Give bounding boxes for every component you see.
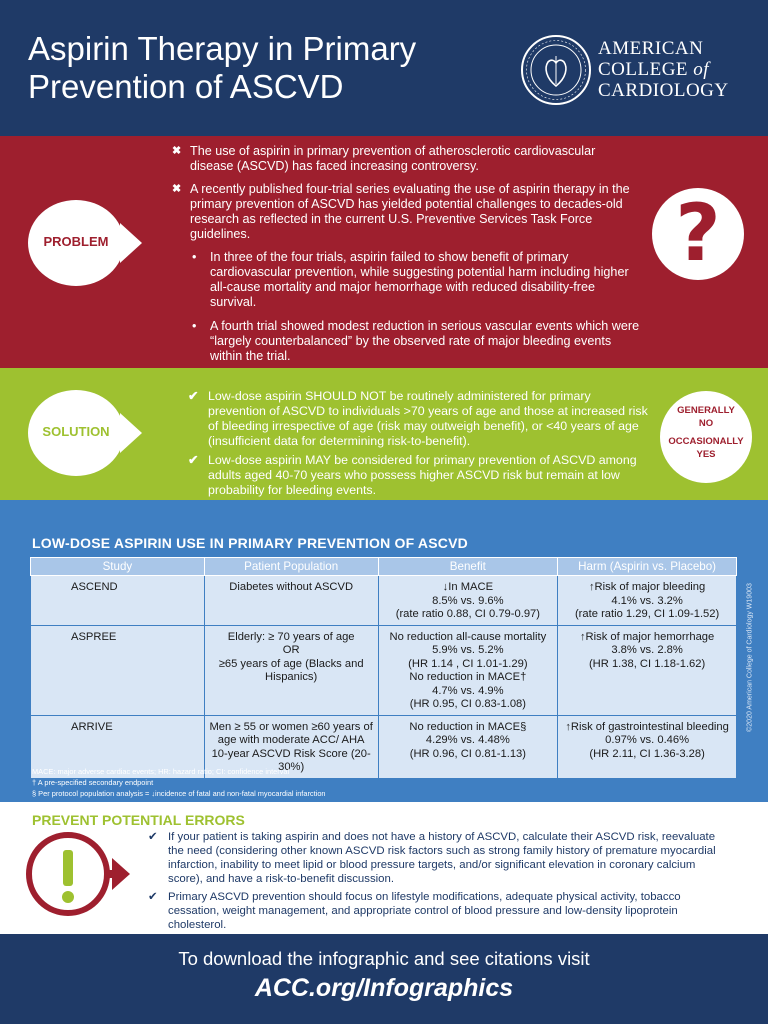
bullet-dot-icon: • [192, 250, 197, 264]
benefit-cell: ↓In MACE 8.5% vs. 9.6% (rate ratio 0.88, CI 0.79-0.97) [378, 576, 558, 626]
badge-no: NO [698, 418, 714, 429]
solution-bullet-1-text: Low-dose aspirin SHOULD NOT be routinely administered for primary prevention of ASCVD to individuals >70 years of age and those at increased risk of bleeding irrespective of age (risk may outweigh benefit), or <40 years of age (insufficient data for determining risk-to-benefit). [208, 389, 648, 448]
footnote-2: † A pre-specified secondary endpoint [32, 777, 154, 787]
harm-cell: ↑Risk of major bleeding 4.1% vs. 3.2% (rate ratio 1.29, CI 1.09-1.52) [558, 576, 737, 626]
prevent-bullets [148, 830, 728, 936]
question-circle [652, 188, 744, 280]
problem-bullet-1-text: The use of aspirin in primary prevention of atherosclerotic cardiovascular disease (ASCVD) has faced increasing controversy. [190, 144, 596, 173]
logo-line-1: AMERICAN [598, 38, 704, 59]
study-cell: ARRIVE [31, 715, 205, 778]
warning-arrow-icon [112, 858, 130, 890]
copyright-vertical [742, 572, 758, 752]
check-mark-icon: ✔ [148, 831, 158, 843]
problem-sub-bullet-2 [172, 319, 642, 364]
title-line-1: Aspirin Therapy in Primary [28, 30, 417, 67]
page-title [28, 30, 498, 106]
table-row [31, 576, 737, 626]
header-benefit: Benefit [378, 558, 558, 576]
table-title: LOW-DOSE ASPIRIN USE IN PRIMARY PREVENTION OF ASCVD [32, 535, 468, 551]
study-cell: ASCEND [31, 576, 205, 626]
problem-arrow-icon [120, 223, 142, 263]
prevent-bullet-2 [148, 890, 728, 932]
harm-cell: ↑Risk of gastrointestinal bleeding 0.97% vs. 0.46% (HR 2.11, CI 1.36-3.28) [558, 715, 737, 778]
solution-bullets [188, 389, 650, 502]
acc-logo [520, 30, 750, 110]
solution-arrow-icon [120, 413, 142, 453]
problem-sub-bullet-2-text: A fourth trial showed modest reduction in serious vascular events which were “largely counterbalanced” by the observed rate of major bleeding events within the trial. [210, 319, 640, 363]
prevent-bullet-2-text: Primary ASCVD prevention should focus on lifestyle modifications, adequate physical activity, tobacco cessation, weight management, and appropriate control of blood pressure and low-density lipoprotein cholesterol. [168, 891, 681, 931]
warning-exclamation-icon [26, 832, 110, 916]
prevent-bullet-1 [148, 830, 728, 886]
header-harm: Harm (Aspirin vs. Placebo) [558, 558, 737, 576]
exclamation-bar [63, 850, 73, 886]
exclamation-dot [62, 891, 74, 903]
badge-yes: YES [696, 449, 716, 460]
x-mark-icon: ✖ [172, 183, 182, 195]
logo-line-3: CARDIOLOGY [598, 80, 729, 101]
badge-occasionally: OCCASIONALLY [668, 436, 744, 447]
population-cell: Elderly: ≥ 70 years of age OR ≥65 years of age (Blacks and Hispanics) [204, 625, 378, 715]
problem-bullet-1 [172, 144, 642, 174]
table-header-row [31, 558, 737, 576]
table-row [31, 625, 737, 715]
copyright-text: ©2020 American College of Cardiology W19003 [746, 583, 754, 732]
problem-circle [28, 200, 124, 286]
bullet-dot-icon: • [192, 319, 197, 333]
check-mark-icon: ✔ [188, 453, 199, 467]
infographics-link[interactable]: ACC.org/Infographics [254, 974, 514, 1002]
benefit-cell: No reduction all-cause mortality 5.9% vs. 5.2% (HR 1.14 , CI 1.01-1.29) No reduction in MACE† 4.7% vs. 4.9% (HR 0.95, CI 0.83-1.08) [378, 625, 558, 715]
x-mark-icon: ✖ [172, 145, 182, 157]
footnote-1: MACE: major adverse cardiac events; HR: hazard ratio; CI: confidence interval [32, 767, 290, 776]
solution-bullet-1 [188, 389, 650, 449]
title-line-2: Prevention of ASCVD [28, 68, 344, 105]
question-mark-icon: ? [675, 189, 721, 279]
header-study: Study [31, 558, 205, 576]
problem-sub-bullet-1 [172, 250, 642, 310]
footer-text: To download the infographic and see citations visit [178, 948, 590, 969]
population-cell: Diabetes without ASCVD [204, 576, 378, 626]
prevent-title: PREVENT POTENTIAL ERRORS [32, 812, 245, 828]
header-population: Patient Population [204, 558, 378, 576]
footnote-3: § Per protocol population analysis = ↓incidence of fatal and non-fatal myocardial infarction [32, 788, 326, 798]
population-cell: Men ≥ 55 or women ≥60 years of age with moderate ACC/ AHA 10-year ASCVD Risk Score (20-30%) [204, 715, 378, 778]
badge-generally: GENERALLY [677, 405, 735, 416]
check-mark-icon: ✔ [148, 891, 158, 903]
problem-label: PROBLEM [43, 234, 109, 249]
trials-table [30, 557, 737, 779]
logo-line-2: COLLEGE of [598, 59, 710, 80]
problem-bullet-2 [172, 182, 642, 242]
problem-bullet-2-text: A recently published four-trial series evaluating the use of aspirin therapy in the primary prevention of ASCVD has yielded potential challenges to decades-old research as reflected in the current U.S. Preventive Services Task Force guidelines. [190, 182, 630, 241]
solution-bullet-2-text: Low-dose aspirin MAY be considered for primary prevention of ASCVD among adults aged 40-70 years who possess higher ASCVD risk but remain at low probability for bleeding events. [208, 453, 637, 497]
problem-bullets [172, 144, 642, 373]
acc-seal-icon [520, 34, 592, 106]
recommendation-badge [660, 391, 752, 483]
harm-cell: ↑Risk of major hemorrhage 3.8% vs. 2.8% (HR 1.38, CI 1.18-1.62) [558, 625, 737, 715]
logo-wordmark [598, 38, 729, 101]
problem-sub-bullet-1-text: In three of the four trials, aspirin failed to show benefit of primary cardiovascular prevention, while suggesting potential harm including higher all-cause mortality and major hemorrhage with reduced disability-free survival. [210, 250, 629, 309]
study-cell: ASPREE [31, 625, 205, 715]
solution-label: SOLUTION [42, 424, 110, 439]
solution-bullet-2 [188, 453, 650, 498]
prevent-bullet-1-text: If your patient is taking aspirin and does not have a history of ASCVD, calculate their ASCVD risk, reevaluate the need (considering other known ASCVD risk factors such as strong family history of premature myocardial infarction, inability to meet lipid or blood pressure targets, and/or significant elevation in coronary calcium score), and have a risk-to-benefit discussion. [168, 831, 716, 885]
check-mark-icon: ✔ [188, 389, 199, 403]
table-footnotes [32, 767, 326, 799]
benefit-cell: No reduction in MACE§ 4.29% vs. 4.48% (HR 0.96, CI 0.81-1.13) [378, 715, 558, 778]
solution-circle [28, 390, 124, 476]
